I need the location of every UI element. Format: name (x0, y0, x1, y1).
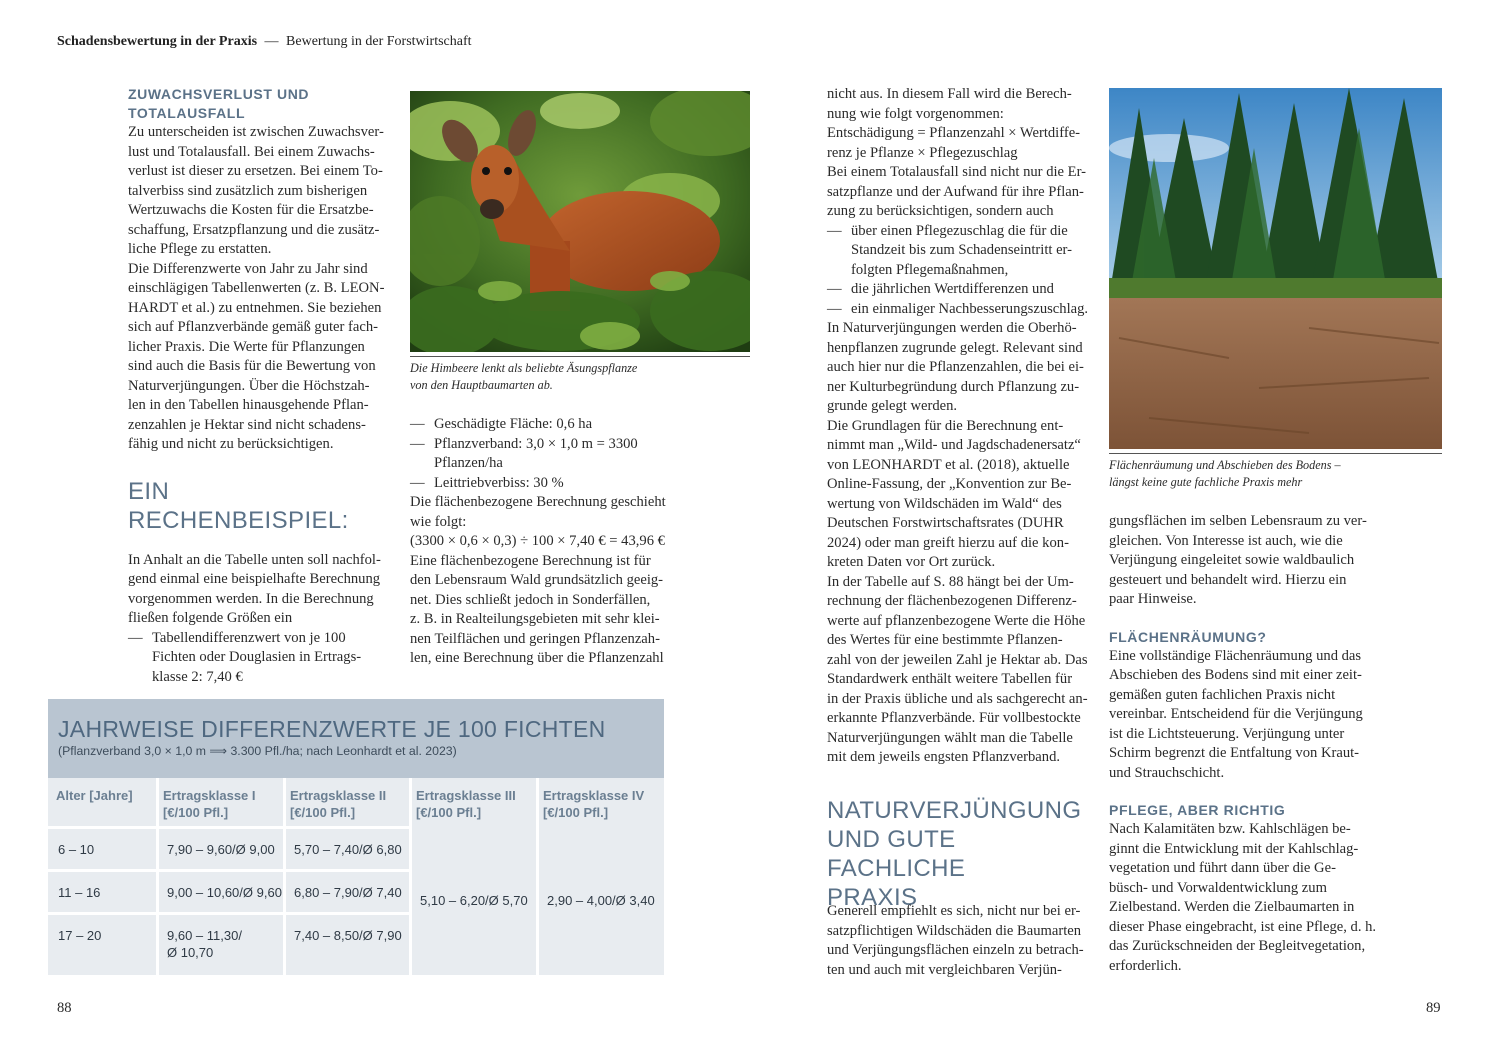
table-header-band (48, 699, 664, 778)
text-line: satzpflanze und der Aufwand für ihre Pflan- (827, 183, 1084, 200)
text-line: grunde gelegt werden. (827, 398, 958, 414)
text-line: paar Hinweise. (1109, 591, 1197, 607)
paragraph-pflege (1109, 820, 1379, 976)
column-divider (156, 778, 159, 975)
text-line: Naturverjüngungen wählt man die Tabelle (827, 729, 1073, 746)
table-cell: 7,90 – 9,60/Ø 9,00 (167, 842, 275, 857)
text-line: fähig und nicht zu berücksichtigen. (128, 436, 334, 452)
list-item (827, 222, 1089, 281)
table-cell (167, 927, 242, 961)
text-line: gemäßen guten fachlichen Praxis nicht (1109, 686, 1336, 703)
text-line: mit dem jeweils engsten Pflanzverband. (827, 749, 1061, 765)
list-item (827, 300, 1089, 320)
text-line: dieser Phase eingebracht, ist eine Pflege, d. h. (1109, 918, 1377, 935)
text-line: Nach Kalamitäten bzw. Kahlschlägen be- (1109, 821, 1351, 837)
caption-line: Flächenräumung und Abschieben des Bodens – (1109, 458, 1341, 472)
row-divider (48, 826, 409, 829)
text-line: gleichen. Von Interesse ist auch, wie die (1109, 532, 1343, 549)
text-line: In Naturverjüngungen werden die Oberhö- (827, 320, 1077, 336)
header-separator: — (264, 34, 279, 49)
text-line: Fichten oder Douglasien in Ertrags- (152, 649, 362, 665)
dash-mark: — (827, 300, 842, 317)
text-line: vereinbar. Entscheidend für die Verjüngung (1109, 706, 1363, 722)
header-text: Ertragsklasse IV (543, 788, 645, 803)
deer-photo (410, 91, 750, 352)
heading-flaechenraeumung: FLÄCHENRÄUMUNG? (1109, 628, 1267, 645)
text-line: gungsflächen im selben Lebensraum zu ver- (1109, 513, 1367, 529)
text-line: In der Tabelle auf S. 88 hängt bei der Um- (827, 573, 1074, 590)
text-line: fließen folgende Größen ein (128, 610, 293, 626)
paragraph-naturverjuengung (827, 902, 1089, 980)
header-unit: [€/100 Pfl.] (543, 805, 609, 820)
text-line: nen Teilflächen und geringen Pflanzenzah- (410, 630, 660, 647)
text-line: henpflanzen zugrunde gelegt. Relevant sind (827, 339, 1083, 356)
text-line: vegetation und führt dann über die Ge- (1109, 860, 1336, 876)
text-line: z. B. in Realteilungsgebieten mit sehr klei- (410, 611, 660, 627)
text-line: Zu unterscheiden ist zwischen Zuwachsver- (128, 124, 384, 140)
dash-mark: — (128, 629, 143, 646)
text-line: net. Dies schließt jedoch in Sonderfällen, (410, 591, 651, 608)
header-text: Ertragsklasse I (163, 788, 256, 803)
column-divider (283, 778, 286, 975)
heading-zuwachsverlust: ZUWACHSVERLUST UND TOTALAUSFALL (128, 86, 310, 121)
table-header-cell (163, 787, 256, 821)
header-text: Alter [Jahre] (56, 788, 133, 803)
text-line: Pflanzen/ha (434, 455, 503, 471)
caption-line: Die Himbeere lenkt als beliebte Äsungspflanze (410, 361, 638, 375)
table-header-cell (416, 787, 516, 821)
text-line: in der Praxis übliche und als sachgerecht an- (827, 690, 1088, 707)
header-unit: [€/100 Pfl.] (290, 805, 356, 820)
text-line: ein einmaliger Nachbesserungszuschlag. (851, 300, 1089, 317)
text-line: In Anhalt an die Tabelle unten soll nachfol- (128, 551, 381, 568)
table-title: JAHRWEISE DIFFERENZWERTE JE 100 FICHTEN (58, 716, 606, 742)
cell-line: Ø 10,70 (167, 945, 214, 960)
header-unit: [€/100 Pfl.] (163, 805, 229, 820)
text-line: Bei einem Totalausfall sind nicht nur die Er- (827, 164, 1087, 180)
text-line: über einen Pflegezuschlag die für die (851, 222, 1068, 239)
text-line: nicht aus. In diesem Fall wird die Berech- (827, 86, 1072, 102)
text-line: erkannte Pflanzverbände. Für vollbestockte (827, 710, 1081, 726)
text-line: Zielbestand. Werden die Zielbaumarten in (1109, 899, 1355, 915)
text-line: Abschieben des Bodens sind mit einer zeit- (1109, 667, 1362, 683)
text-line: talverbiss sind zusätzlich zum bisherigen (128, 182, 368, 199)
text-line: Die Grundlagen für die Berechnung ent- (827, 417, 1064, 434)
text-line: ner Kulturbegründung durch Pflanzung zu- (827, 378, 1080, 395)
text-line: schaffung, Ersatzpflanzung und die zusätz- (128, 221, 380, 238)
list-item (410, 435, 672, 474)
table-cell: 7,40 – 8,50/Ø 7,90 (294, 928, 402, 943)
list-item (827, 280, 1089, 300)
text-line: zung zu berücksichtigen, sondern auch (827, 203, 1054, 219)
text-line: wie folgt: (410, 513, 467, 530)
text-line: und Verjüngungsflächen einzeln zu betrach- (827, 942, 1084, 958)
text-line: Standardwerk enthält weitere Tabellen für (827, 671, 1073, 687)
heading-rechenbeispiel: EIN RECHENBEISPIEL: (128, 477, 349, 534)
text-line: HARDT et al.) zu entnehmen. Sie beziehen (128, 299, 382, 316)
text-line: renz je Pflanze × Pflegezuschlag (827, 144, 1018, 161)
text-line: Generell empfiehlt es sich, nicht nur bei er- (827, 903, 1081, 919)
text-line: Schirm begrenzt die Entfaltung von Kraut- (1109, 745, 1360, 761)
table-cell-age: 6 – 10 (58, 842, 95, 857)
text-line: das Zurückschneiden der Begleitvegetation, (1109, 938, 1366, 954)
text-line: Leittriebverbiss: 30 % (434, 474, 564, 491)
text-line: und Strauchschicht. (1109, 764, 1225, 781)
text-line: klasse 2: 7,40 € (152, 668, 243, 685)
table-cell: 5,70 – 7,40/Ø 6,80 (294, 842, 402, 857)
text-line: ist die Lichtsteuerung. Verjüngung unter (1109, 725, 1345, 742)
text-line: Eine flächenbezogene Berechnung ist für (410, 552, 651, 569)
text-line: liche Pflege zu erstatten. (128, 241, 272, 257)
text-line: Geschädigte Fläche: 0,6 ha (434, 416, 593, 432)
table-header-cell (290, 787, 386, 821)
formula-line: (3300 × 0,6 × 0,3) ÷ 100 × 7,40 € = 43,96 € (410, 533, 665, 549)
text-line: Online-Fassung, der „Konvention zur Be- (827, 476, 1072, 492)
text-line: verlust ist dieser zu ersetzen. Bei einem To- (128, 163, 383, 179)
text-line: Naturverjüngungen. Über die Höchstzah- (128, 377, 370, 394)
paragraph-flaechenraeumung (1109, 647, 1379, 784)
right-col2 (1109, 512, 1379, 976)
list-item (410, 415, 672, 435)
header-text: Ertragsklasse III (416, 788, 516, 803)
left-col2-text (410, 415, 672, 669)
text-line: satzpflichtigen Wildschäden die Baumarten (827, 922, 1082, 939)
table-cell: 9,00 – 10,60/Ø 9,60 (167, 885, 282, 900)
heading-line: NATURVERJÜNGUNG (827, 797, 1082, 824)
heading-line: PRAXIS (827, 884, 918, 911)
caption-line: längst keine gute fachliche Praxis mehr (1109, 475, 1303, 489)
heading-line: UND GUTE FACHLICHE (827, 826, 966, 882)
table-cell-merged: 2,90 – 4,00/Ø 3,40 (547, 893, 655, 908)
deer-image (410, 91, 750, 352)
text-line: zenzahlen je Hektar sind nicht schadens- (128, 416, 366, 433)
text-line: rechnung der flächenbezogenen Differenz- (827, 593, 1077, 609)
paragraph-rechenbeispiel (128, 551, 390, 688)
cell-line: 9,60 – 11,30/ (167, 928, 242, 943)
text-line: sich auf Pflanzverbände gemäß guter fach- (128, 319, 379, 335)
value-table (48, 699, 664, 975)
list-item (410, 474, 672, 494)
forest-clearing-image (1109, 88, 1442, 449)
text-line: erforderlich. (1109, 957, 1182, 974)
dash-mark: — (410, 435, 425, 452)
text-line: Pflanzverband: 3,0 × 1,0 m = 3300 (434, 435, 638, 452)
header-chapter: Bewertung in der Forstwirtschaft (286, 34, 472, 49)
text-line: Die flächenbezogene Berechnung geschieht (410, 494, 666, 510)
text-line: von LEONHARDT et al. (2018), aktuelle (827, 456, 1070, 473)
text-line: des Wertes für eine bestimmte Pflanzen- (827, 632, 1063, 648)
text-line: Eine vollständige Flächenräumung und das (1109, 647, 1362, 664)
text-line: kreten Daten vor Ort zurück. (827, 554, 996, 570)
paragraph-zuwachsverlust (128, 123, 390, 455)
text-line: gend einmal eine beispielhafte Berechnung (128, 571, 381, 587)
text-line: vorgenommen werden. In die Berechnung (128, 590, 374, 607)
text-line: ginnt die Entwicklung mit der Kahlschlag- (1109, 840, 1359, 857)
page-number-right: 89 (1426, 1000, 1441, 1016)
text-line: auch hier nur die Pflanzenzahlen, die bei ei- (827, 359, 1084, 375)
text-line: licher Praxis. Die Werte für Pflanzungen (128, 338, 365, 355)
text-line: einschlägigen Tabellenwerten (z. B. LEON- (128, 280, 385, 296)
column-divider (409, 778, 412, 975)
text-line: Die Differenzwerte von Jahr zu Jahr sind (128, 260, 368, 277)
caption-line: von den Hauptbaumarten ab. (410, 378, 553, 392)
dash-mark: — (827, 281, 842, 297)
text-line: büsch- und Vorwaldentwicklung zum (1109, 879, 1327, 896)
text-line: Entschädigung = Pflanzenzahl × Wertdiffe- (827, 125, 1081, 141)
right-col1 (827, 85, 1089, 768)
row-divider (48, 869, 409, 872)
left-col1 (128, 85, 390, 687)
header-text: Ertragsklasse II (290, 788, 387, 803)
forest-caption (1109, 453, 1442, 491)
text-line: Deutschen Forstwirtschaftsrates (DUHR (827, 515, 1064, 531)
text-line: gesteuert und behandelt wird. Hierzu ein (1109, 571, 1347, 588)
heading-pflege: PFLEGE, ABER RICHTIG (1109, 802, 1286, 818)
column-divider (536, 778, 539, 975)
list-item (128, 629, 390, 688)
dash-mark: — (410, 474, 425, 491)
row-divider (48, 912, 409, 915)
text-line: Standzeit bis zum Schadenseintritt er- (851, 242, 1072, 258)
table-cell-age: 11 – 16 (58, 885, 101, 900)
dash-mark: — (410, 416, 425, 432)
table-cell-age: 17 – 20 (58, 928, 102, 943)
text-line: len in den Tabellen hinausgehende Pflan- (128, 397, 369, 413)
text-line: nimmt man „Wild- und Jagdschadenersatz“ (827, 437, 1081, 453)
text-line: Verjüngung eingeleitet sowie waldbaulich (1109, 552, 1355, 568)
text-line: len, eine Berechnung über die Pflanzenzahl (410, 650, 664, 666)
text-line: zahl von der jeweilen Zahl je Hektar ab. Das (827, 651, 1088, 668)
text-line: Wertzuwachs die Kosten für die Ersatzbe- (128, 202, 374, 218)
text-line: 2024) oder man greift hierzu auf die kon- (827, 534, 1069, 551)
table-cell: 6,80 – 7,90/Ø 7,40 (294, 885, 402, 900)
text-line: werte auf pflanzenbezogene Werte die Höhe (827, 612, 1086, 629)
table-header-cell (543, 787, 644, 821)
table-subtitle: (Pflanzverband 3,0 × 1,0 m ⟹ 3.300 Pfl./ha; nach Leonhardt et al. 2023) (58, 744, 457, 758)
running-header (57, 34, 472, 50)
header-section: Schadensbewertung in der Praxis (57, 34, 258, 49)
text-line: folgten Pflegemaßnahmen, (851, 261, 1009, 278)
table-cell-merged: 5,10 – 6,20/Ø 5,70 (420, 893, 528, 908)
heading-naturverjuengung (827, 796, 1097, 912)
text-line: Tabellendifferenzwert von je 100 (152, 629, 346, 646)
page-number-left: 88 (57, 1000, 72, 1016)
text-line: den Lebensraum Wald grundsätzlich geeig- (410, 572, 664, 588)
text-line: wertung von Wildschäden im Wald“ des (827, 495, 1062, 512)
forest-photo (1109, 88, 1442, 449)
text-line: nung wie folgt vorgenommen: (827, 105, 1004, 122)
text-line: die jährlichen Wertdifferenzen und (851, 281, 1054, 297)
dash-mark: — (827, 222, 842, 239)
deer-caption (410, 356, 750, 394)
table-header-cell (56, 787, 133, 804)
text-line: lust und Totalausfall. Bei einem Zuwachs- (128, 143, 375, 160)
header-unit: [€/100 Pfl.] (416, 805, 482, 820)
text-line: ten und auch mit vergleichbaren Verjün- (827, 961, 1062, 978)
text-line: sind auch die Basis für die Bewertung von (128, 358, 376, 374)
paragraph-continued (1109, 512, 1379, 610)
